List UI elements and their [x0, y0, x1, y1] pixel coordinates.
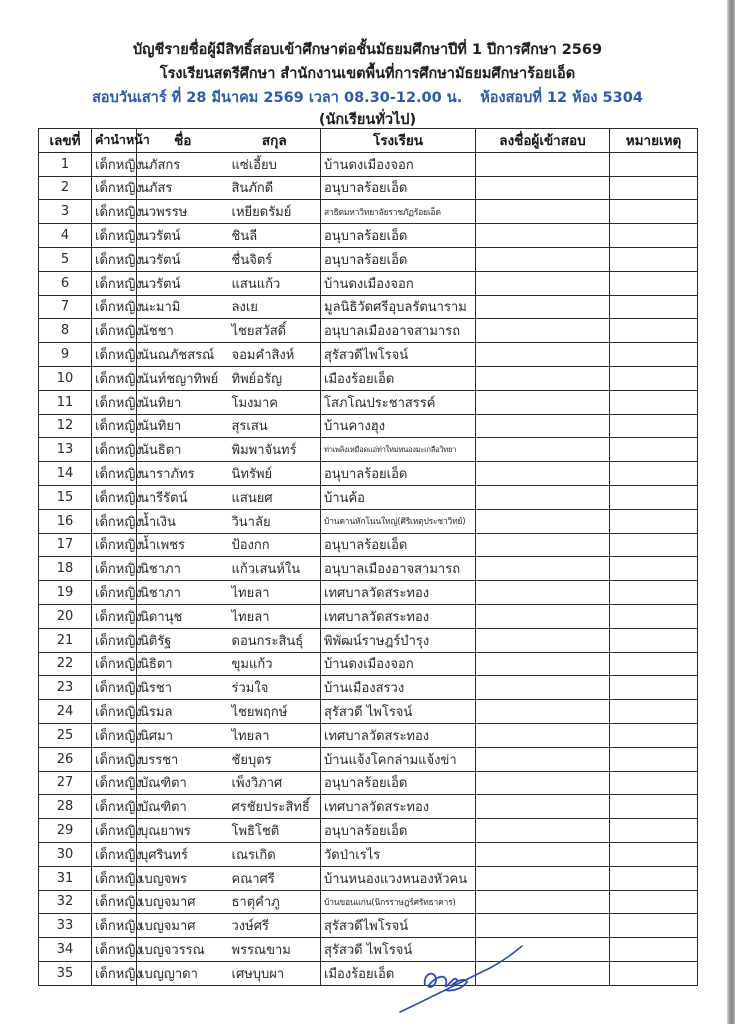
row-prefix: เด็กหญิง: [92, 557, 137, 581]
row-number: 34: [39, 938, 92, 962]
table-row: [39, 747, 698, 771]
row-note-cell[interactable]: [610, 343, 698, 367]
row-school: โสภโณประชาสรรค์: [321, 390, 476, 414]
row-number: 5: [39, 247, 92, 271]
row-number: 31: [39, 866, 92, 890]
table-row: [39, 628, 698, 652]
row-number: 4: [39, 224, 92, 248]
document-title: บัญชีรายชื่อผู้มีสิทธิ์สอบเข้าศึกษาต่อชั้นมัธยมศึกษาปีที่ 1 ปีการศึกษา 2569: [132, 42, 603, 58]
row-last-name: ไชยสวัสดิ์: [229, 319, 321, 343]
row-prefix: เด็กหญิง: [92, 604, 137, 628]
table-body: [39, 152, 698, 985]
row-last-name: เณรเกิด: [229, 842, 321, 866]
row-first-name: เบญจมาศ: [137, 914, 229, 938]
row-first-name: นันทิยา: [137, 414, 229, 438]
row-note-cell[interactable]: [610, 700, 698, 724]
row-first-name: นวรัตน์: [137, 247, 229, 271]
row-prefix: เด็กหญิง: [92, 747, 137, 771]
header-note: หมายเหตุ: [610, 129, 698, 153]
row-note-cell[interactable]: [610, 866, 698, 890]
table-row: [39, 366, 698, 390]
row-first-name: นะมามิ: [137, 295, 229, 319]
row-note-cell[interactable]: [610, 319, 698, 343]
table-row: [39, 557, 698, 581]
table-row: [39, 795, 698, 819]
row-number: 21: [39, 628, 92, 652]
row-school: บ้านดงเมืองจอก: [321, 152, 476, 176]
row-last-name: นิทรัพย์: [229, 462, 321, 486]
row-first-name: นิดานุช: [137, 604, 229, 628]
row-note-cell[interactable]: [610, 485, 698, 509]
table-row: [39, 938, 698, 962]
row-signature-cell[interactable]: [476, 366, 610, 390]
row-note-cell[interactable]: [610, 224, 698, 248]
table-row: [39, 604, 698, 628]
row-signature-cell[interactable]: [476, 414, 610, 438]
row-first-name: นวรัตน์: [137, 271, 229, 295]
row-first-name: นิรชา: [137, 676, 229, 700]
row-last-name: ชินลี: [229, 224, 321, 248]
row-note-cell[interactable]: [610, 723, 698, 747]
row-school: อนุบาลร้อยเอ็ด: [321, 462, 476, 486]
row-last-name: เหยียดรัมย์: [229, 200, 321, 224]
row-last-name: แซ่เอี้ยบ: [229, 152, 321, 176]
row-signature-cell[interactable]: [476, 866, 610, 890]
row-school: บ้านดงเมืองจอก: [321, 271, 476, 295]
table-row: [39, 676, 698, 700]
row-prefix: เด็กหญิง: [92, 438, 137, 462]
row-prefix: เด็กหญิง: [92, 819, 137, 843]
row-school: เทศบาลวัดสระทอง: [321, 581, 476, 605]
row-number: 6: [39, 271, 92, 295]
row-last-name: เศษบุบผา: [229, 961, 321, 985]
row-first-name: บรรชา: [137, 747, 229, 771]
row-school: อนุบาลเมืองอาจสามารถ: [321, 557, 476, 581]
row-number: 22: [39, 652, 92, 676]
table-row: [39, 176, 698, 200]
row-note-cell[interactable]: [610, 652, 698, 676]
row-prefix: เด็กหญิง: [92, 295, 137, 319]
row-prefix: เด็กหญิง: [92, 723, 137, 747]
row-first-name: เบญจมาศ: [137, 890, 229, 914]
row-school: ท่าเพลิงเหมือดแอ่ท่าใหม่หนองมะเกลือวิทยา: [321, 438, 476, 462]
row-number: 11: [39, 390, 92, 414]
row-signature-cell[interactable]: [476, 271, 610, 295]
row-number: 20: [39, 604, 92, 628]
header-first-name: ชื่อ: [137, 129, 229, 153]
row-school: บ้านคางฮุง: [321, 414, 476, 438]
row-number: 26: [39, 747, 92, 771]
row-first-name: บัณฑิตา: [137, 771, 229, 795]
table-row: [39, 319, 698, 343]
row-school: บ้านขอนแก่น(นิกรราษฎร์ศรัทธาคาร): [321, 890, 476, 914]
row-signature-cell[interactable]: [476, 224, 610, 248]
exam-room: ห้องสอบที่ 12 ห้อง 5304: [480, 90, 643, 106]
row-note-cell[interactable]: [610, 271, 698, 295]
row-number: 25: [39, 723, 92, 747]
row-prefix: เด็กหญิง: [92, 509, 137, 533]
row-school: พิพัฒน์ราษฎร์บำรุง: [321, 628, 476, 652]
table-row: [39, 152, 698, 176]
school-name: โรงเรียนสตรีศึกษา สำนักงานเขตพื้นที่การศึกษามัธยมศึกษาร้อยเอ็ด: [159, 66, 576, 82]
row-prefix: เด็กหญิง: [92, 319, 137, 343]
row-number: 3: [39, 200, 92, 224]
row-signature-cell[interactable]: [476, 819, 610, 843]
table-row: [39, 771, 698, 795]
row-school: มูลนิธิวัดศรีอุบลรัตนาราม: [321, 295, 476, 319]
row-first-name: เบญจพร: [137, 866, 229, 890]
row-first-name: เบญญาดา: [137, 961, 229, 985]
row-prefix: เด็กหญิง: [92, 581, 137, 605]
table-row: [39, 509, 698, 533]
row-last-name: เพ็งวิภาศ: [229, 771, 321, 795]
row-note-cell[interactable]: [610, 747, 698, 771]
row-prefix: เด็กหญิง: [92, 652, 137, 676]
row-prefix: เด็กหญิง: [92, 390, 137, 414]
row-note-cell[interactable]: [610, 581, 698, 605]
row-school: เมืองร้อยเอ็ด: [321, 961, 476, 985]
table-row: [39, 247, 698, 271]
row-last-name: ไชยพฤกษ์: [229, 700, 321, 724]
row-first-name: น้ำเงิน: [137, 509, 229, 533]
row-number: 14: [39, 462, 92, 486]
row-signature-cell[interactable]: [476, 319, 610, 343]
row-signature-cell[interactable]: [476, 604, 610, 628]
row-number: 23: [39, 676, 92, 700]
table-row: [39, 438, 698, 462]
row-first-name: น้ำเพชร: [137, 533, 229, 557]
row-note-cell[interactable]: [610, 366, 698, 390]
row-school: เทศบาลวัดสระทอง: [321, 795, 476, 819]
row-signature-cell[interactable]: [476, 890, 610, 914]
table-row: [39, 343, 698, 367]
row-signature-cell[interactable]: [476, 652, 610, 676]
table-row: [39, 890, 698, 914]
roster-table: [38, 128, 698, 986]
row-school: อนุบาลร้อยเอ็ด: [321, 771, 476, 795]
row-last-name: คณาศรี: [229, 866, 321, 890]
row-last-name: สินภักดี: [229, 176, 321, 200]
table-row: [39, 390, 698, 414]
row-last-name: ชัยบุตร: [229, 747, 321, 771]
header-prefix: คำนำหน้า: [92, 129, 137, 153]
row-last-name: สุรเสน: [229, 414, 321, 438]
row-prefix: เด็กหญิง: [92, 961, 137, 985]
row-last-name: ร่วมใจ: [229, 676, 321, 700]
table-row: [39, 700, 698, 724]
row-number: 24: [39, 700, 92, 724]
row-school: สุรัสวดี ไพโรจน์: [321, 938, 476, 962]
row-prefix: เด็กหญิง: [92, 200, 137, 224]
row-last-name: โพธิโชติ: [229, 819, 321, 843]
row-note-cell[interactable]: [610, 914, 698, 938]
row-first-name: นภัสร: [137, 176, 229, 200]
row-first-name: นิชาภา: [137, 557, 229, 581]
row-number: 18: [39, 557, 92, 581]
row-note-cell[interactable]: [610, 938, 698, 962]
row-number: 1: [39, 152, 92, 176]
row-first-name: นภัสกร: [137, 152, 229, 176]
row-school: เทศบาลวัดสระทอง: [321, 723, 476, 747]
table-row: [39, 271, 698, 295]
row-school: สุรัสวดี ไพโรจน์: [321, 700, 476, 724]
row-last-name: ศรชัยประสิทธิ์: [229, 795, 321, 819]
row-signature-cell[interactable]: [476, 295, 610, 319]
row-school: บ้านเมืองสรวง: [321, 676, 476, 700]
table-row: [39, 533, 698, 557]
row-note-cell[interactable]: [610, 890, 698, 914]
row-note-cell[interactable]: [610, 200, 698, 224]
table-row: [39, 914, 698, 938]
row-school: สุรัสวดีไพโรจน์: [321, 343, 476, 367]
row-first-name: นัชชา: [137, 319, 229, 343]
row-school: บ้านคานหักโนนใหญ่(ศิริเหตุประชาวิทย์): [321, 509, 476, 533]
row-school: บ้านแจ้งโคกล่ามแจ้งข่า: [321, 747, 476, 771]
row-first-name: บุณยาพร: [137, 819, 229, 843]
table-row: [39, 961, 698, 985]
row-signature-cell[interactable]: [476, 771, 610, 795]
table-header-row: [39, 129, 698, 153]
row-prefix: เด็กหญิง: [92, 914, 137, 938]
row-prefix: เด็กหญิง: [92, 224, 137, 248]
row-prefix: เด็กหญิง: [92, 866, 137, 890]
row-last-name: ป้องกก: [229, 533, 321, 557]
row-signature-cell[interactable]: [476, 795, 610, 819]
row-number: 19: [39, 581, 92, 605]
row-first-name: นิชาภา: [137, 581, 229, 605]
table-row: [39, 652, 698, 676]
row-first-name: นันทิยา: [137, 390, 229, 414]
row-last-name: ชื่นจิตร์: [229, 247, 321, 271]
row-first-name: นิธิตา: [137, 652, 229, 676]
row-note-cell[interactable]: [610, 961, 698, 985]
row-prefix: เด็กหญิง: [92, 247, 137, 271]
exam-datetime: สอบวันเสาร์ ที่ 28 มีนาคม 2569 เวลา 08.30-12.00 น.: [92, 90, 463, 106]
row-school: เทศบาลวัดสระทอง: [321, 604, 476, 628]
row-prefix: เด็กหญิง: [92, 700, 137, 724]
row-last-name: ธาตุคำภู: [229, 890, 321, 914]
row-note-cell[interactable]: [610, 414, 698, 438]
table-row: [39, 224, 698, 248]
row-prefix: เด็กหญิง: [92, 842, 137, 866]
row-note-cell[interactable]: [610, 152, 698, 176]
row-note-cell[interactable]: [610, 509, 698, 533]
exam-schedule: [0, 86, 735, 109]
row-last-name: ขุมแก้ว: [229, 652, 321, 676]
row-number: 10: [39, 366, 92, 390]
table-row: [39, 842, 698, 866]
handwritten-signature-icon: [395, 940, 525, 1020]
header-last-name: สกุล: [229, 129, 321, 153]
row-number: 28: [39, 795, 92, 819]
row-last-name: วงษ์ศรี: [229, 914, 321, 938]
row-last-name: พิมพาจันทร์: [229, 438, 321, 462]
row-note-cell[interactable]: [610, 842, 698, 866]
table-row: [39, 462, 698, 486]
table-row: [39, 723, 698, 747]
row-school: บ้านค้อ: [321, 485, 476, 509]
row-signature-cell[interactable]: [476, 700, 610, 724]
row-signature-cell[interactable]: [476, 723, 610, 747]
row-signature-cell[interactable]: [476, 747, 610, 771]
row-number: 8: [39, 319, 92, 343]
row-school: อนุบาลร้อยเอ็ด: [321, 176, 476, 200]
row-prefix: เด็กหญิง: [92, 938, 137, 962]
row-signature-cell[interactable]: [476, 842, 610, 866]
row-note-cell[interactable]: [610, 390, 698, 414]
row-school: อนุบาลร้อยเอ็ด: [321, 819, 476, 843]
row-number: 17: [39, 533, 92, 557]
header-school: โรงเรียน: [321, 129, 476, 153]
row-signature-cell[interactable]: [476, 462, 610, 486]
row-school: เมืองร้อยเอ็ด: [321, 366, 476, 390]
row-prefix: เด็กหญิง: [92, 485, 137, 509]
row-prefix: เด็กหญิง: [92, 533, 137, 557]
table-row: [39, 200, 698, 224]
row-school: สุรัสวดีไพโรจน์: [321, 914, 476, 938]
row-signature-cell[interactable]: [476, 676, 610, 700]
row-number: 29: [39, 819, 92, 843]
row-number: 12: [39, 414, 92, 438]
row-school: วัดป่าเรไร: [321, 842, 476, 866]
table-row: [39, 866, 698, 890]
row-note-cell[interactable]: [610, 557, 698, 581]
row-first-name: นารีรัตน์: [137, 485, 229, 509]
row-first-name: นันท์ชญาทิพย์: [137, 366, 229, 390]
row-prefix: เด็กหญิง: [92, 676, 137, 700]
row-last-name: พรรณขาม: [229, 938, 321, 962]
row-last-name: แสนยศ: [229, 485, 321, 509]
row-first-name: บุศรินทร์: [137, 842, 229, 866]
row-school: บ้านดงเมืองจอก: [321, 652, 476, 676]
row-prefix: เด็กหญิง: [92, 176, 137, 200]
row-number: 15: [39, 485, 92, 509]
row-signature-cell[interactable]: [476, 390, 610, 414]
row-number: 7: [39, 295, 92, 319]
row-school: บ้านหนองแวงหนองหัวคน: [321, 866, 476, 890]
row-school: อนุบาลเมืองอาจสามารถ: [321, 319, 476, 343]
row-note-cell[interactable]: [610, 295, 698, 319]
row-prefix: เด็กหญิง: [92, 343, 137, 367]
row-prefix: เด็กหญิง: [92, 414, 137, 438]
row-last-name: โมงมาค: [229, 390, 321, 414]
row-last-name: แก้วเสนห์ใน: [229, 557, 321, 581]
row-last-name: วินาลัย: [229, 509, 321, 533]
row-number: 35: [39, 961, 92, 985]
table-row: [39, 819, 698, 843]
student-category: (นักเรียนทั่วไป): [318, 112, 417, 128]
table-row: [39, 581, 698, 605]
row-signature-cell[interactable]: [476, 343, 610, 367]
row-signature-cell[interactable]: [476, 509, 610, 533]
row-number: 30: [39, 842, 92, 866]
row-last-name: แสนแก้ว: [229, 271, 321, 295]
row-signature-cell[interactable]: [476, 628, 610, 652]
row-last-name: ดอนกระสินธุ์: [229, 628, 321, 652]
row-prefix: เด็กหญิง: [92, 795, 137, 819]
row-note-cell[interactable]: [610, 533, 698, 557]
row-number: 33: [39, 914, 92, 938]
row-school: สาธิตมหาวิทยาลัยราชภัฏร้อยเอ็ด: [321, 200, 476, 224]
row-last-name: ไทยลา: [229, 723, 321, 747]
row-prefix: เด็กหญิง: [92, 628, 137, 652]
row-note-cell[interactable]: [610, 628, 698, 652]
row-last-name: ลงเย: [229, 295, 321, 319]
row-note-cell[interactable]: [610, 438, 698, 462]
row-signature-cell[interactable]: [476, 152, 610, 176]
row-first-name: นวรัตน์: [137, 224, 229, 248]
row-first-name: นวพรรษ: [137, 200, 229, 224]
row-prefix: เด็กหญิง: [92, 271, 137, 295]
row-first-name: นิติรัฐ: [137, 628, 229, 652]
row-signature-cell[interactable]: [476, 247, 610, 271]
row-number: 27: [39, 771, 92, 795]
row-prefix: เด็กหญิง: [92, 462, 137, 486]
row-signature-cell[interactable]: [476, 914, 610, 938]
row-number: 32: [39, 890, 92, 914]
row-signature-cell[interactable]: [476, 485, 610, 509]
row-first-name: นิศมา: [137, 723, 229, 747]
row-number: 2: [39, 176, 92, 200]
row-prefix: เด็กหญิง: [92, 771, 137, 795]
row-signature-cell[interactable]: [476, 438, 610, 462]
row-prefix: เด็กหญิง: [92, 366, 137, 390]
row-note-cell[interactable]: [610, 604, 698, 628]
row-note-cell[interactable]: [610, 462, 698, 486]
row-school: อนุบาลร้อยเอ็ด: [321, 247, 476, 271]
row-note-cell[interactable]: [610, 676, 698, 700]
row-signature-cell[interactable]: [476, 200, 610, 224]
row-first-name: นิรมล: [137, 700, 229, 724]
row-note-cell[interactable]: [610, 176, 698, 200]
scan-edge-shadow: [727, 0, 735, 1024]
row-school: อนุบาลร้อยเอ็ด: [321, 224, 476, 248]
row-prefix: เด็กหญิง: [92, 890, 137, 914]
table-row: [39, 414, 698, 438]
row-school: อนุบาลร้อยเอ็ด: [321, 533, 476, 557]
row-first-name: นันณภัชสรณ์: [137, 343, 229, 367]
row-number: 16: [39, 509, 92, 533]
row-signature-cell[interactable]: [476, 533, 610, 557]
header-no: เลขที่: [39, 129, 92, 153]
row-first-name: บัณฑิตา: [137, 795, 229, 819]
row-first-name: เบญจวรรณ: [137, 938, 229, 962]
row-number: 9: [39, 343, 92, 367]
row-signature-cell[interactable]: [476, 581, 610, 605]
row-last-name: ไทยลา: [229, 581, 321, 605]
table-row: [39, 295, 698, 319]
row-note-cell[interactable]: [610, 795, 698, 819]
row-note-cell[interactable]: [610, 771, 698, 795]
header-signature: ลงชื่อผู้เข้าสอบ: [476, 129, 610, 153]
table-row: [39, 485, 698, 509]
row-prefix: เด็กหญิง: [92, 152, 137, 176]
row-last-name: ไทยลา: [229, 604, 321, 628]
row-first-name: นันธิตา: [137, 438, 229, 462]
row-signature-cell[interactable]: [476, 176, 610, 200]
row-note-cell[interactable]: [610, 247, 698, 271]
row-number: 13: [39, 438, 92, 462]
row-first-name: นาราภัทร: [137, 462, 229, 486]
row-note-cell[interactable]: [610, 819, 698, 843]
row-signature-cell[interactable]: [476, 557, 610, 581]
row-last-name: ทิพย์อรัญ: [229, 366, 321, 390]
row-last-name: จอมคำสิงห์: [229, 343, 321, 367]
